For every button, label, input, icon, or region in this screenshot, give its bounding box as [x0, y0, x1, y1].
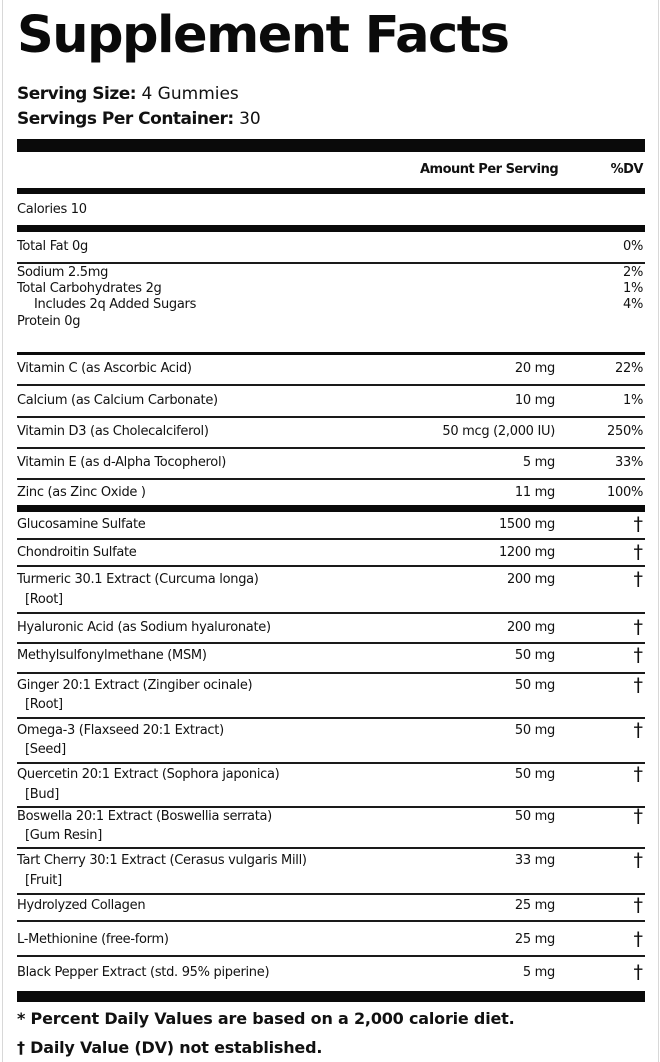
divider-thin — [17, 955, 645, 957]
serving-size-label: Serving Size: — [17, 84, 137, 104]
divider-thin — [17, 806, 645, 808]
divider-medium — [17, 505, 645, 512]
dagger-icon: † — [633, 763, 643, 785]
macro-total-fat: Total Fat 0g — [17, 239, 88, 254]
divider-thick — [17, 139, 645, 152]
amount-per-serving-header: Amount Per Serving — [420, 162, 559, 177]
dagger-icon: † — [633, 513, 643, 535]
vitamin-c-amount: 20 mg — [514, 361, 555, 376]
divider-thin — [17, 642, 645, 644]
divider-thin — [17, 920, 645, 922]
divider-thin — [17, 565, 645, 567]
dagger-icon: † — [633, 644, 643, 666]
ingredient-black-pepper-amount: 5 mg — [522, 965, 555, 980]
ingredient-chondroitin-amount: 1200 mg — [498, 545, 555, 560]
macro-sodium-dv: 2% — [622, 265, 643, 280]
vitamin-d3-amount: 50 mcg (2,000 IU) — [442, 424, 555, 439]
servings-per-container-label: Servings Per Container: — [17, 109, 234, 129]
ingredient-omega-3: Omega-3 (Flaxseed 20:1 Extract) — [17, 723, 224, 738]
divider-thin — [17, 478, 645, 480]
serving-size — [17, 84, 239, 104]
calcium-amount: 10 mg — [514, 393, 555, 408]
divider-medium — [17, 188, 645, 194]
divider-thin — [17, 384, 645, 386]
calories: Calories 10 — [17, 202, 87, 217]
ingredient-quercetin-part: [Bud] — [25, 787, 60, 802]
macro-total-carbohydrates-dv: 1% — [622, 281, 643, 296]
dagger-icon: † — [633, 894, 643, 916]
macro-total-carbohydrates: Total Carbohydrates 2g — [17, 281, 162, 296]
ingredient-turmeric-amount: 200 mg — [506, 572, 555, 587]
ingredient-glucosamine-amount: 1500 mg — [498, 517, 555, 532]
divider-thin — [17, 538, 645, 540]
ingredient-hyaluronic-acid-amount: 200 mg — [506, 620, 555, 635]
ingredient-tart-cherry-amount: 33 mg — [514, 853, 555, 868]
footnote-percent-dv: * Percent Daily Values are based on a 2,000 calorie diet. — [17, 1009, 515, 1028]
ingredient-glucosamine: Glucosamine Sulfate — [17, 517, 146, 532]
dv-header: %DV — [610, 162, 643, 177]
vitamin-e: Vitamin E (as d-Alpha Tocopherol) — [17, 455, 227, 470]
page-title: Supplement Facts — [17, 6, 509, 65]
macro-added-sugars-dv: 4% — [622, 297, 643, 312]
ingredient-quercetin: Quercetin 20:1 Extract (Sophora japonica) — [17, 767, 280, 782]
ingredient-l-methionine-amount: 25 mg — [514, 932, 555, 947]
ingredient-turmeric: Turmeric 30.1 Extract (Curcuma longa) — [17, 572, 259, 587]
dagger-icon: † — [633, 674, 643, 696]
macro-total-fat-dv: 0% — [622, 239, 643, 254]
divider-medium — [17, 225, 645, 232]
divider-thin — [17, 262, 645, 264]
divider-thin — [17, 612, 645, 614]
calcium-dv: 1% — [622, 393, 643, 408]
ingredient-msm: Methylsulfonylmethane (MSM) — [17, 648, 207, 663]
vitamin-c: Vitamin C (as Ascorbic Acid) — [17, 361, 192, 376]
servings-per-container — [17, 109, 261, 129]
ingredient-quercetin-amount: 50 mg — [514, 767, 555, 782]
vitamin-c-dv: 22% — [615, 361, 643, 376]
divider-thin — [17, 672, 645, 674]
ingredient-ginger-amount: 50 mg — [514, 678, 555, 693]
ingredient-boswellia-part: [Gum Resin] — [25, 828, 103, 843]
calcium: Calcium (as Calcium Carbonate) — [17, 393, 218, 408]
dagger-icon: † — [633, 961, 643, 983]
zinc: Zinc (as Zinc Oxide ) — [17, 485, 146, 500]
macro-sodium: Sodium 2.5mg — [17, 265, 109, 280]
dagger-icon: † — [633, 719, 643, 741]
divider-thin — [17, 447, 645, 449]
ingredient-ginger: Ginger 20:1 Extract (Zingiber ocinale) — [17, 678, 253, 693]
divider-thin — [17, 762, 645, 764]
ingredient-black-pepper: Black Pepper Extract (std. 95% piperine) — [17, 965, 270, 980]
divider-thin — [17, 416, 645, 418]
divider-thin — [17, 847, 645, 849]
ingredient-ginger-part: [Root] — [25, 697, 63, 712]
ingredient-tart-cherry-part: [Fruit] — [25, 873, 62, 888]
ingredient-tart-cherry: Tart Cherry 30:1 Extract (Cerasus vulgaris Mill) — [17, 853, 307, 868]
serving-size-value: 4 Gummies — [136, 84, 239, 104]
vitamin-d3-dv: 250% — [607, 424, 643, 439]
servings-per-container-value: 30 — [233, 109, 261, 129]
divider-thin — [17, 893, 645, 895]
zinc-dv: 100% — [607, 485, 643, 500]
vitamin-d3: Vitamin D3 (as Cholecalciferol) — [17, 424, 209, 439]
ingredient-msm-amount: 50 mg — [514, 648, 555, 663]
vitamin-e-amount: 5 mg — [522, 455, 555, 470]
dagger-icon: † — [633, 849, 643, 871]
ingredient-hyaluronic-acid: Hyaluronic Acid (as Sodium hyaluronate) — [17, 620, 271, 635]
divider-thick — [17, 991, 645, 1002]
vitamin-e-dv: 33% — [615, 455, 643, 470]
footnote-dv-not-established: † Daily Value (DV) not established. — [17, 1038, 323, 1057]
dagger-icon: † — [633, 805, 643, 827]
ingredient-hydrolyzed-collagen: Hydrolyzed Collagen — [17, 898, 146, 913]
macro-added-sugars: Includes 2q Added Sugars — [34, 297, 197, 312]
divider-thin — [17, 717, 645, 719]
macro-protein: Protein 0g — [17, 314, 81, 329]
ingredient-boswellia: Boswella 20:1 Extract (Boswellia serrata) — [17, 809, 272, 824]
dagger-icon: † — [633, 928, 643, 950]
dagger-icon: † — [633, 541, 643, 563]
dagger-icon: † — [633, 568, 643, 590]
dagger-icon: † — [633, 616, 643, 638]
ingredient-omega-3-part: [Seed] — [25, 742, 66, 757]
ingredient-l-methionine: L-Methionine (free-form) — [17, 932, 169, 947]
ingredient-chondroitin: Chondroitin Sulfate — [17, 545, 137, 560]
divider-thin — [17, 352, 645, 355]
ingredient-hydrolyzed-collagen-amount: 25 mg — [514, 898, 555, 913]
ingredient-boswellia-amount: 50 mg — [514, 809, 555, 824]
ingredient-turmeric-part: [Root] — [25, 592, 63, 607]
ingredient-omega-3-amount: 50 mg — [514, 723, 555, 738]
zinc-amount: 11 mg — [514, 485, 555, 500]
